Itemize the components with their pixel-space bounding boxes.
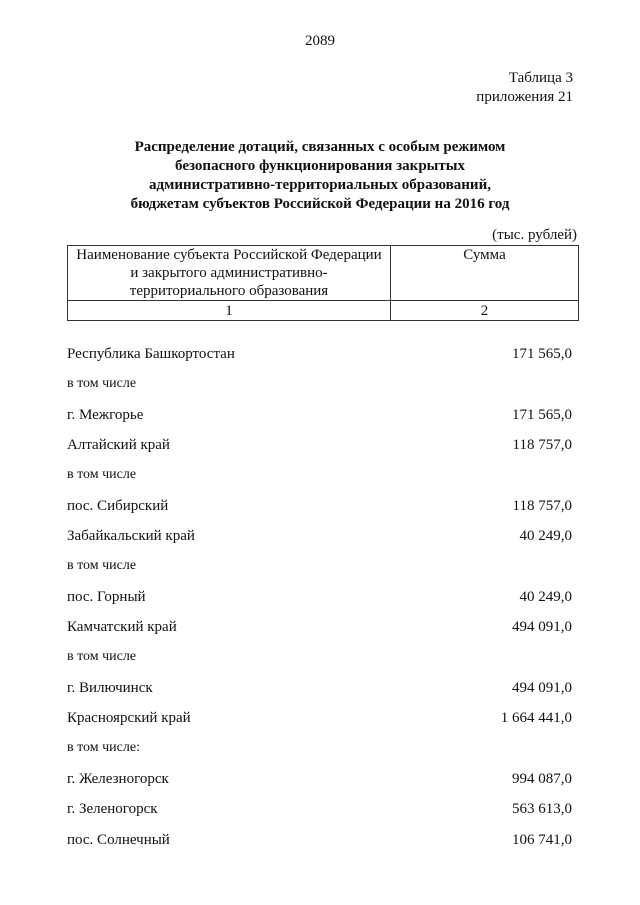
row-name: Красноярский край (67, 710, 191, 727)
column-number-1: 1 (68, 301, 391, 321)
table-ref-line: Таблица 3 (508, 70, 573, 86)
row-value: 994 087,0 (512, 770, 572, 787)
units-label: (тыс. рублей) (492, 227, 577, 243)
table-row (67, 678, 572, 708)
column-number-2: 2 (391, 301, 579, 321)
table-header (67, 245, 579, 321)
subtotal-label-row (67, 647, 572, 677)
row-name: пос. Горный (67, 588, 146, 605)
table-row (67, 526, 572, 556)
row-name: в том числе: (67, 740, 140, 756)
row-value: 40 249,0 (519, 528, 572, 545)
column-number-row (68, 301, 579, 321)
row-value: 171 565,0 (512, 406, 572, 423)
page-number: 2089 (305, 33, 335, 49)
row-value: 106 741,0 (512, 831, 572, 848)
title-line: безопасного функционирования закрытых (175, 158, 465, 174)
row-name: в том числе (67, 376, 137, 392)
header-cell-sum: Сумма (391, 246, 579, 301)
row-value: 118 757,0 (512, 497, 572, 514)
row-value: 494 091,0 (512, 679, 572, 696)
table-row (67, 708, 572, 738)
row-name: Камчатский край (67, 619, 177, 636)
row-name: в том числе (67, 558, 137, 574)
table-reference (476, 69, 573, 107)
title-line: бюджетам субъектов Российской Федерации на 2016 год (130, 196, 510, 212)
row-name: г. Межгорье (67, 406, 144, 423)
row-name: г. Железногорск (67, 770, 169, 787)
row-value: 563 613,0 (512, 801, 572, 818)
table-row (67, 435, 572, 465)
subtotal-label-row (67, 738, 572, 768)
header-text: и закрытого административно- (130, 265, 328, 281)
table-row (67, 587, 572, 617)
row-value: 494 091,0 (512, 619, 572, 636)
header-row (68, 246, 579, 301)
table-row (67, 344, 572, 374)
row-name: Алтайский край (67, 437, 170, 454)
subtotal-label-row (67, 556, 572, 586)
row-name: в том числе (67, 649, 137, 665)
header-text: территориального образования (129, 283, 329, 299)
row-name: г. Вилючинск (67, 679, 153, 696)
row-name: в том числе (67, 467, 137, 483)
row-value: 1 664 441,0 (500, 710, 572, 727)
table-body (67, 344, 572, 860)
row-name: Забайкальский край (67, 528, 195, 545)
document-title (40, 138, 600, 214)
row-name: пос. Сибирский (67, 497, 169, 514)
appendix-ref-line: приложения 21 (476, 89, 573, 105)
row-name: пос. Солнечный (67, 831, 170, 848)
row-name: г. Зеленогорск (67, 801, 158, 818)
table-row (67, 405, 572, 435)
table-row (67, 617, 572, 647)
table-row (67, 830, 572, 860)
subtotal-label-row (67, 465, 572, 495)
title-line: Распределение дотаций, связанных с особым режимом (134, 139, 506, 155)
subtotal-label-row (67, 374, 572, 404)
table-row (67, 799, 572, 829)
row-name: Республика Башкортостан (67, 346, 235, 362)
row-value: 171 565,0 (512, 346, 572, 362)
header-cell-name (68, 246, 391, 301)
row-value: 40 249,0 (519, 588, 572, 605)
title-line: административно-территориальных образований, (149, 177, 491, 193)
table-row (67, 496, 572, 526)
header-text: Наименование субъекта Российской Федерации (76, 247, 382, 263)
row-value: 118 757,0 (512, 437, 572, 454)
table-row (67, 769, 572, 799)
